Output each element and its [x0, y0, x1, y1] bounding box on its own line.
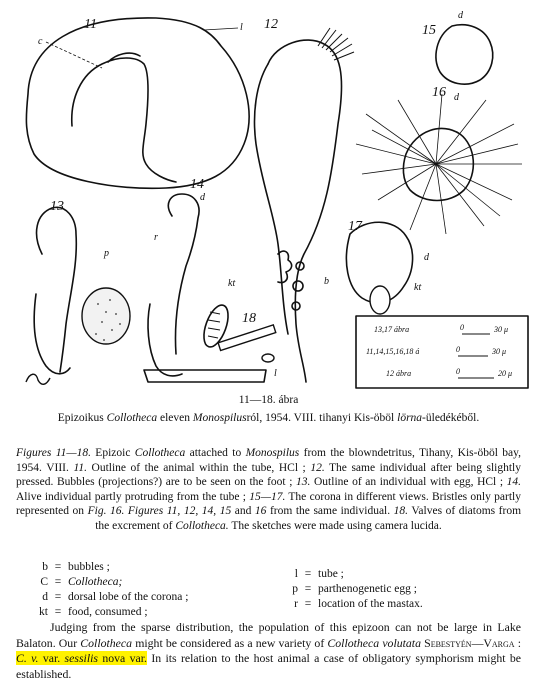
fig14-label-kt: kt — [228, 278, 236, 289]
fig17-diatom — [370, 286, 390, 314]
legend-right-column — [274, 567, 423, 612]
fig16-number: 16 — [432, 85, 446, 100]
body-paragraph: Judging from the sparse distribution, the population of this epizoon can not be large in Lake Balaton. Our Collotheca might be considered as a new variety of Collotheca volutata Sebestyén—Varga : C. v. var. sessilis nova var. In its relation to the host animal a case of obligatory symphorism might be established. — [16, 620, 522, 681]
fig14-label-d: d — [200, 192, 205, 203]
legend-item-c: C = Collotheca; — [40, 576, 123, 588]
fig13-egg — [82, 288, 130, 344]
scale-row-1-value: 30 μ — [494, 325, 509, 334]
legend-item-r: r = location of the mastax. — [294, 598, 423, 610]
fig17-label-kt: kt — [414, 282, 422, 293]
figure-drawings — [6, 4, 532, 392]
fig14-tube-bottom — [144, 370, 266, 382]
fig13-number: 13 — [50, 199, 64, 214]
legend-item-kt: kt = food, consumed ; — [39, 606, 148, 618]
scale-row-1-label: 13,17 ábra — [374, 325, 410, 334]
fig15-number: 15 — [422, 23, 436, 38]
fig13-label-p: p — [104, 248, 109, 259]
fig16-bristles — [356, 94, 522, 234]
scale-row-2-value: 30 μ — [492, 347, 507, 356]
scale-row-2-zero: 0 — [456, 345, 460, 354]
fig18-number: 18 — [242, 311, 256, 326]
scale-row-3-zero: 0 — [456, 367, 460, 376]
fig11-animal-outline — [72, 58, 176, 182]
legend-item-d: d = dorsal lobe of the corona ; — [42, 591, 189, 603]
legend-left-column — [24, 560, 188, 620]
fig11-label-l: l — [240, 22, 243, 33]
scale-row-2-label: 11,14,15,16,18 á — [366, 347, 420, 356]
fig14-label-r: r — [154, 232, 158, 243]
fig11-number: 11 — [84, 17, 97, 32]
fig12-body — [268, 40, 342, 382]
fig12-label-b: b — [324, 276, 329, 287]
fig14-body — [168, 194, 199, 354]
fig18-diatom-valve — [218, 325, 276, 351]
fig12-bubble-2 — [293, 281, 303, 291]
fig15-label-d: d — [458, 10, 463, 21]
scale-row-3-value: 20 μ — [498, 369, 513, 378]
figure-caption-title: 11—18. ábra — [238, 394, 299, 406]
fig16-label-d: d — [454, 92, 459, 103]
hungarian-caption: Epizoikus Collotheca eleven Monospilusról, 1954. VIII. tihanyi Kis-öböl lörna-üledékéből. — [57, 412, 480, 424]
figure-plate — [6, 4, 532, 392]
fig11-label-c: c — [38, 36, 43, 47]
fig17-number: 17 — [348, 219, 362, 234]
scale-row-3-label: 12 ábra — [386, 369, 412, 378]
fig11-tube-outline — [26, 18, 249, 188]
fig12-body-left — [255, 64, 289, 334]
fig12-number: 12 — [264, 17, 278, 32]
fig17-label-d: d — [424, 252, 429, 263]
legend-item-l: l = tube ; — [294, 568, 344, 580]
legend-item-b: b = bubbles ; — [42, 561, 110, 573]
legend-item-p: p = parthenogenetic egg ; — [292, 583, 417, 595]
fig13-body — [37, 207, 77, 372]
fig18-small-diatom — [262, 354, 274, 362]
fig14-number: 14 — [190, 177, 204, 192]
scale-row-1-zero: 0 — [460, 323, 464, 332]
english-caption: Figures 11—18. Epizoic Collotheca attached to Monospilus from the blowndetritus, Tihany, Kis-öböl bay, 1954. VIII. 11. Outline of the animal within the tube, HCl ; 12. The same individual after being slightly pressed. Bubbles (projections?) are to be seen on the foot ; 13. Outline of an individual with egg, HCl ; 14. Alive individual partly protruding from the tube ; 15—17. The corona in different views. Bristles only partly represented on Fig. 16. Figures 11, 12, 14, 15 and 16 from the same individual. 18. Valves of diatoms from the excrement of Collotheca. The sketches were made using camera lucida. — [16, 447, 522, 532]
fig14-label-l: l — [274, 368, 277, 379]
artist-signature — [26, 374, 50, 384]
highlighted-new-variety: C. v. var. sessilis nova var. — [16, 651, 147, 665]
fig15-outline — [436, 25, 493, 84]
